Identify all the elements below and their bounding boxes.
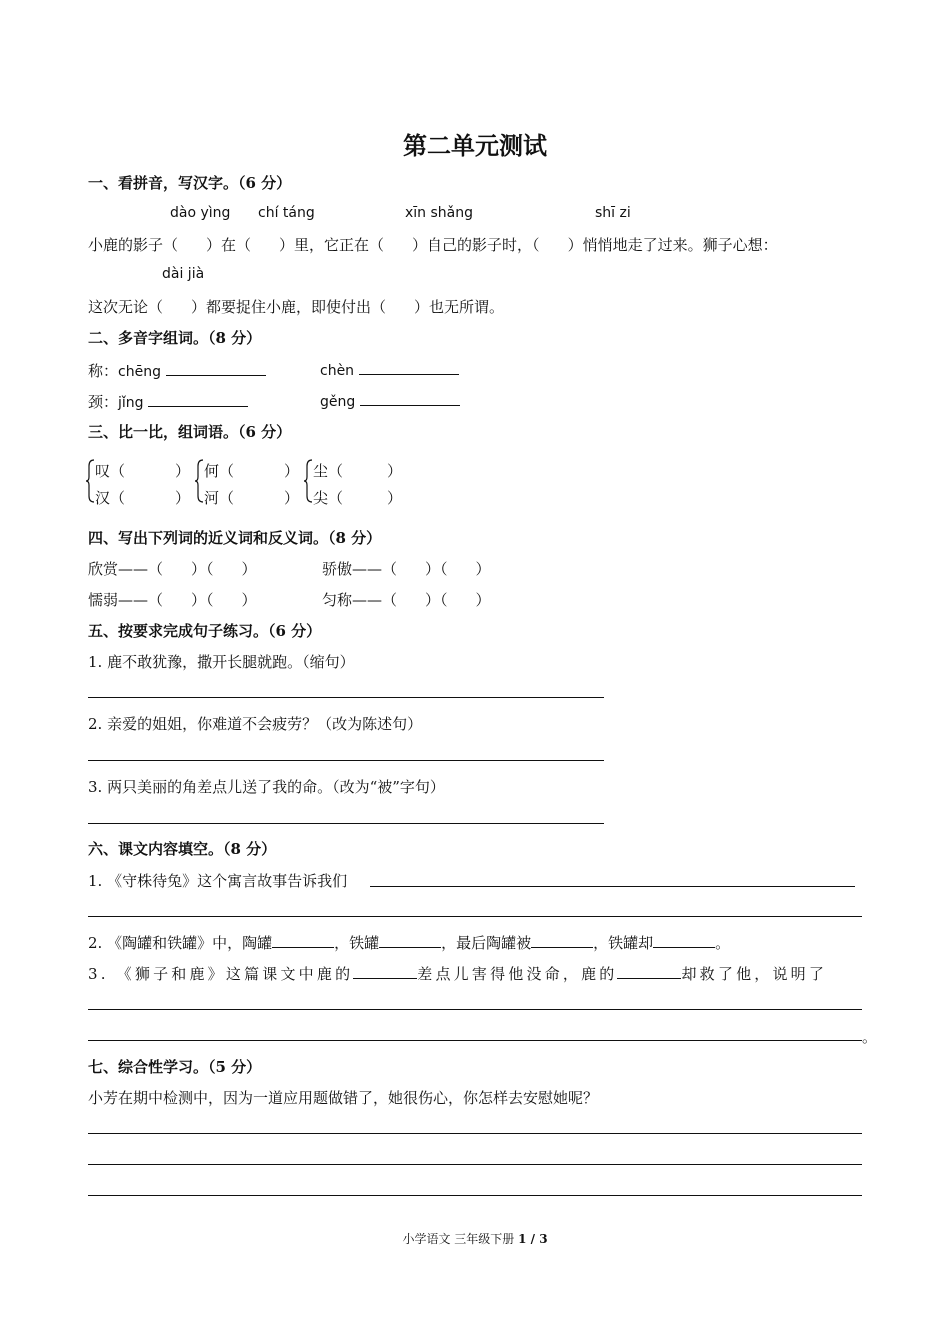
section-5-heading: 五、按要求完成句子练习。（6 分）: [88, 622, 322, 640]
compare-word-1b: 汉（ ）: [95, 489, 191, 507]
answer-blank[interactable]: [531, 933, 593, 948]
answer-line[interactable]: [88, 823, 604, 824]
compare-word-3a: 尘（ ）: [313, 462, 403, 480]
answer-blank[interactable]: [272, 933, 334, 948]
answer-blank[interactable]: [166, 361, 266, 376]
answer-line[interactable]: [370, 886, 855, 887]
sentence-q2: 2. 亲爱的姐姐，你难道不会疲劳？（改为陈述句）: [88, 715, 423, 733]
section-7-heading: 七、综合性学习。（5 分）: [88, 1058, 262, 1076]
pinyin-chitang: chí táng: [258, 205, 315, 221]
polyphone-row-1b: chèn: [320, 360, 459, 379]
compare-word-2b: 河（ ）: [204, 489, 300, 507]
answer-blank[interactable]: [148, 392, 248, 407]
answer-line[interactable]: [88, 760, 604, 761]
s1-sentence-1: 小鹿的影子（ ）在（ ）里，它正在（ ）自己的影子时，（ ）悄悄地走了过来。狮子心想：: [88, 236, 778, 254]
answer-line[interactable]: [88, 1133, 862, 1134]
synonym-item-2: 骄傲——（ ）（ ）: [322, 560, 491, 578]
compare-word-3b: 尖（ ）: [313, 489, 403, 507]
page-footer: [0, 1230, 950, 1247]
section-1-heading: 一、看拼音，写汉字。（6 分）: [88, 174, 292, 192]
polyphone-row-2: 颈：jǐng: [88, 391, 248, 412]
answer-blank[interactable]: [653, 933, 715, 948]
pinyin-shizi: shī zi: [595, 205, 631, 221]
answer-line[interactable]: [88, 1164, 862, 1165]
section-2-heading: 二、多音字组词。（8 分）: [88, 329, 262, 347]
pinyin-daijia: dài jià: [162, 266, 205, 282]
compare-word-2a: 何（ ）: [204, 462, 300, 480]
answer-line[interactable]: [88, 1009, 862, 1010]
answer-blank[interactable]: [379, 933, 441, 948]
answer-line[interactable]: [88, 1195, 862, 1196]
footer-subject: 小学语文 三年级下册: [402, 1232, 515, 1246]
fill-q3-period: 。: [862, 1028, 878, 1046]
answer-blank[interactable]: [353, 964, 417, 979]
answer-blank[interactable]: [360, 391, 460, 406]
answer-line[interactable]: [88, 697, 604, 698]
answer-line[interactable]: [88, 1040, 862, 1041]
page-number: 1 / 3: [518, 1232, 548, 1246]
answer-line[interactable]: [88, 916, 862, 917]
compare-word-1a: 叹（ ）: [95, 462, 191, 480]
section-3-heading: 三、比一比，组词语。（6 分）: [88, 423, 292, 441]
pinyin-xinshang: xīn shǎng: [405, 205, 474, 221]
synonym-item-3: 懦弱——（ ）（ ）: [88, 591, 257, 609]
synonym-item-1: 欣赏——（ ）（ ）: [88, 560, 257, 578]
fill-q2: 2. 《陶罐和铁罐》中，陶罐 ，铁罐 ，最后陶罐被 ，铁罐却 。: [88, 934, 731, 952]
sentence-q1: 1. 鹿不敢犹豫，撒开长腿就跑。（缩句）: [88, 653, 355, 671]
s1-sentence-2: 这次无论（ ）都要捉住小鹿，即使付出（ ）也无所谓。: [88, 298, 505, 316]
polyphone-row-1: 称：chēng: [88, 360, 266, 381]
polyphone-row-2b: gěng: [320, 391, 460, 410]
section-6-heading: 六、课文内容填空。（8 分）: [88, 840, 277, 858]
answer-blank[interactable]: [359, 360, 459, 375]
fill-q3: 3. 《狮子和鹿》这篇课文中鹿的 差点儿害得他没命，鹿的 却救了他，说明了: [88, 965, 828, 983]
page-title: 第二单元测试: [403, 131, 547, 160]
answer-blank[interactable]: [617, 964, 681, 979]
fill-q1: 1. 《守株待兔》这个寓言故事告诉我们: [88, 872, 348, 890]
section-4-heading: 四、写出下列词的近义词和反义词。（8 分）: [88, 529, 382, 547]
sentence-q3: 3. 两只美丽的角差点儿送了我的命。（改为“被”字句）: [88, 778, 445, 796]
comprehensive-question: 小芳在期中检测中，因为一道应用题做错了，她很伤心，你怎样去安慰她呢？: [88, 1089, 599, 1107]
synonym-item-4: 匀称——（ ）（ ）: [322, 591, 491, 609]
pinyin-daoying: dào yìng: [170, 205, 231, 221]
